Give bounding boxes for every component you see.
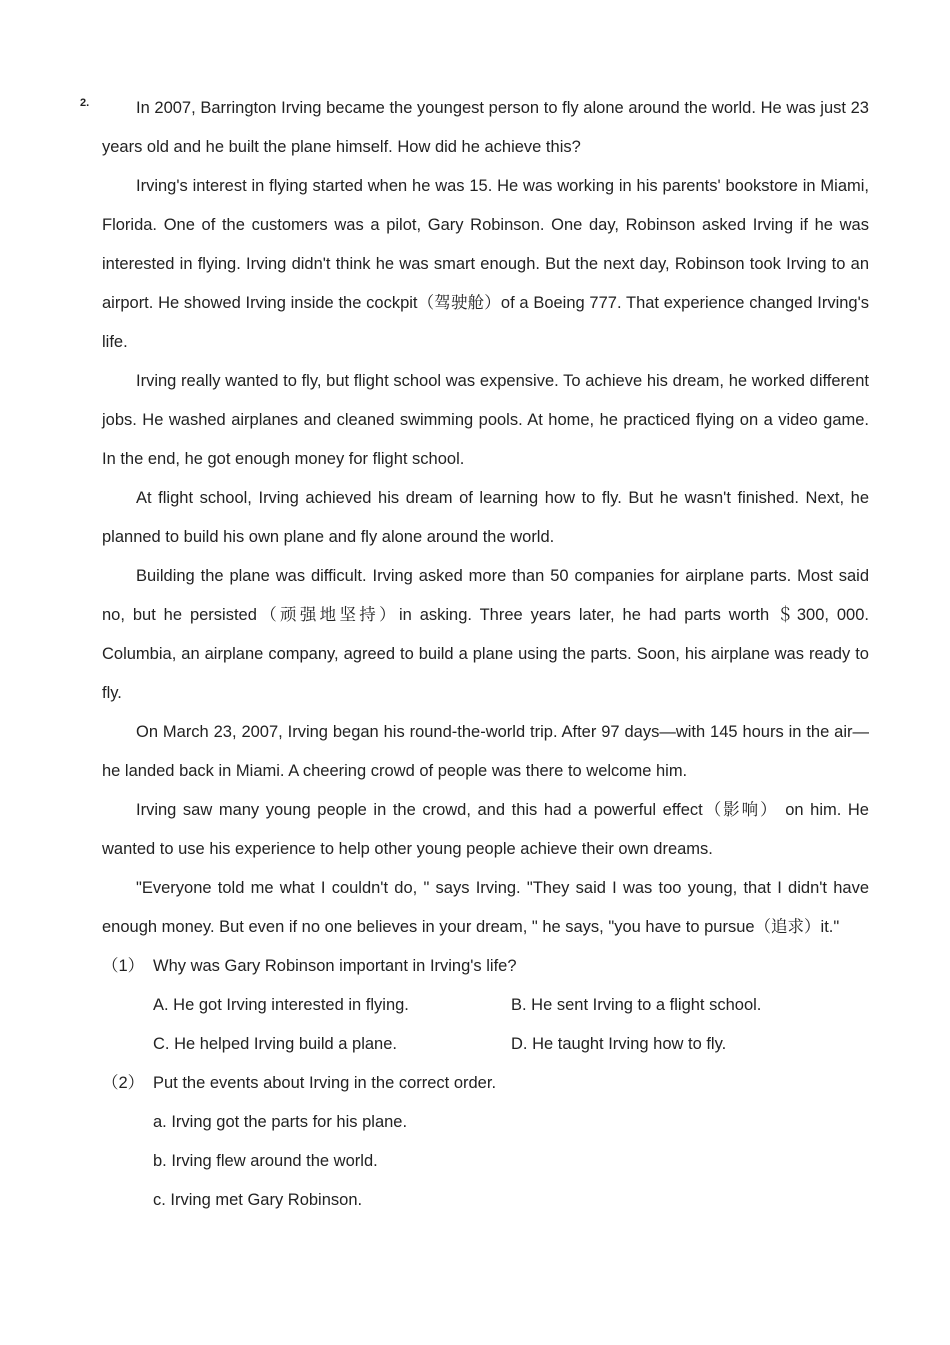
question-number: 2. [80,97,90,109]
passage-paragraph: "Everyone told me what I couldn't do, " says Irving. "They said I was too young, that I didn't have enough money. But even if no one believes in your dream, " he says, "you have to pursue（追求）it." [102,879,869,936]
questions-section [102,947,869,1220]
passage-paragraph: Building the plane was difficult. Irving asked more than 50 companies for airplane parts. Most said no, but he persisted（顽强地坚持）in asking. Three years later, he had parts worth ＄300, 000. Columbia, an airplane company, agreed to build a plane using the parts. Soon, his airplane was ready to fly. [102,567,869,702]
passage-paragraph: In 2007, Barrington Irving became the youngest person to fly alone around the world. He was just 23 years old and he built the plane himself. How did he achieve this? [102,99,869,156]
question-2 [102,1064,869,1103]
question-2-stem: Put the events about Irving in the correct order. [153,1074,497,1092]
passage-paragraph: At flight school, Irving achieved his dream of learning how to fly. But he wasn't finished. Next, he planned to build his own plane and fly alone around the world. [102,489,869,546]
passage-paragraph: On March 23, 2007, Irving began his round-the-world trip. After 97 days—with 145 hours in the air—he landed back in Miami. A cheering crowd of people was there to welcome him. [102,723,869,780]
event-item: b. Irving flew around the world. [153,1152,378,1170]
event-item: a. Irving got the parts for his plane. [153,1113,408,1131]
question-1-options-row-2 [102,1025,869,1064]
question-1-stem: Why was Gary Robinson important in Irving's life? [153,957,517,975]
passage-paragraph: Irving's interest in flying started when he was 15. He was working in his parents' bookstore in Miami, Florida. One of the customers was a pilot, Gary Robinson. One day, Robinson asked Irving if he was interested in flying. Irving didn't think he was smart enough. But the next day, Robinson took Irving to an airport. He showed Irving inside the cockpit（驾驶舱）of a Boeing 777. That experience changed Irving's life. [102,177,869,351]
question-1 [102,947,869,986]
reading-passage [102,89,869,947]
option-a[interactable]: A. He got Irving interested in flying. [153,996,409,1014]
passage-paragraph: Irving really wanted to fly, but flight school was expensive. To achieve his dream, he worked different jobs. He washed airplanes and cleaned swimming pools. At home, he practiced flying on a video game. In the end, he got enough money for flight school. [102,372,869,468]
event-item: c. Irving met Gary Robinson. [153,1191,363,1209]
option-c[interactable]: C. He helped Irving build a plane. [153,1035,397,1053]
question-1-options-row-1 [102,986,869,1025]
question-1-label: （1） [102,957,145,975]
option-b[interactable]: B. He sent Irving to a flight school. [511,996,762,1014]
question-2-label: （2） [102,1074,145,1092]
option-d[interactable]: D. He taught Irving how to fly. [511,1035,727,1053]
passage-paragraph: Irving saw many young people in the crowd, and this had a powerful effect（影响） on him. He wanted to use his experience to help other young people achieve their own dreams. [102,801,869,858]
